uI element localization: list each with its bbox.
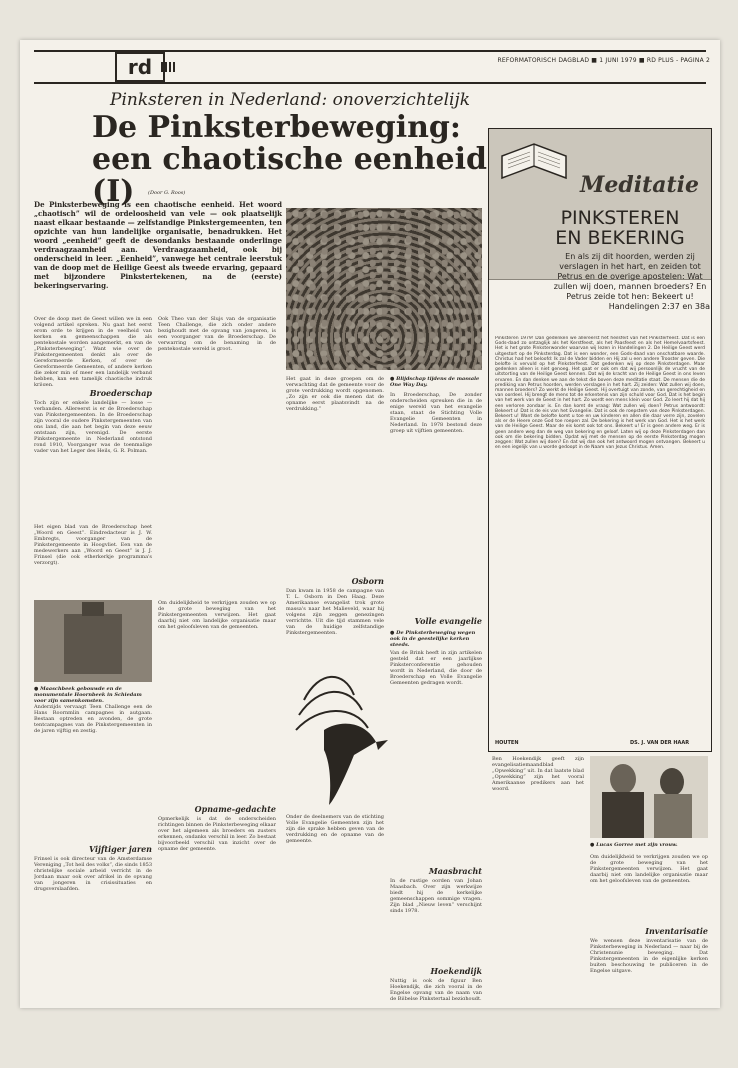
couple-photo [590,756,708,838]
body-text: In Broederschap, De zonder onderscheiden spreuken die in de enige wereld van het evangelie staan, staat de Stichting Volle Evangelie Gemeenten in Nederland. In 1978 bestond deze groep uit vijftien gemeenten. [390,392,482,434]
newspaper-page [20,40,720,1008]
meditatie-author: DS. J. VAN DER HAAR [630,740,690,746]
subhead-inventarisatie: Inventarisatie [645,926,708,936]
body-text: Het gaat in deze groepen om de verwachting dat de gemeente voor de grote verdrukking wordt opgenomen. „Zo zijn er ook die menen dat de opname eerst plaatsvindt na de verdrukking.” [286,376,384,412]
subhead-broederschap: Broederschap [89,388,152,398]
meditatie-title-line-2: EN BEKERING [555,227,685,249]
headline-line-2: een chaotische eenheid (I) [92,142,487,209]
wing-stroke-1 [304,677,354,700]
body-text: Onder de deelnemers van de stichting Volle Evangelie Gemeenten zijn het zijn die sprake hebben geven van de verdrukking en de opname van de gemeente. [286,814,384,844]
woman-body [654,794,692,838]
man-body [602,792,644,838]
building-roof [82,602,104,616]
page-line: REFORMATORISCH DAGBLAD ■ 1 JUNI 1979 ■ RD PLUS - PAGINA 2 [497,57,710,64]
body-text: Over de doop met de Geest willen we in een volgend artikel spreken. Nu gaat het eerst erom orde te krijgen in de veelheid van kerken en gemeenschappen die als pentekostale worden aangemerkt, en van de „Pinksterbeweging”. Want wie over de Pinkstergemeenten denkt als over de Gereformeerde Kerken, of over de Gereformeerde Gemeenten, of andere kerken die zeker min of meer een landelijk verband hebben, kan een tamelijk chaotische indruk krijgen. [34,316,152,386]
subhead-vijftiger: Vijftiger jaren [88,844,152,854]
byline: (Door G. Roos) [148,190,186,196]
lede-paragraph: De Pinksterbeweging is een chaotische eenheid. Het woord „chaotisch” wil de ordeloosheid van vele — ook plaatselijk naast elkaar bestaande — zelfstandige Pinkstergemeenten, ten opzichte van hun landelijke organisatie, benadrukken. Het woord „eenheid” geeft de desondanks bestaande onderlinge verdraagzaamheid aan. Verdraagzaamheid, ook bij onderscheid in leer. „Eenheid”, vanwege het centrale leerstuk van de doop met de Heilige Geest als tweede ervaring, gepaard met bijzondere Pinkstertekenen, na de (eerste) bekeringservaring. [34,200,282,290]
body-text: We wensen deze inventarisatie van de Pinksterbeweging in Nederland — naar bij de Christenunie beweging. Dat Pinkstergemeenten in de eigenlijke kerken buiten beschouwing te publiceren in de Engelse uitgave. [590,938,708,974]
article-kicker: Pinksteren in Nederland: onoverzichtelijk [110,90,471,110]
body-text: Om duidelijkheid te verkrijgen zouden we op de grote beweging van het Pinkstergemeenten verwijzen. Het gaat daarbij niet om landelijke organisatie maar om het geloofsleven van de gemeenten. [158,600,276,630]
crowd-photo [286,208,482,370]
body-text: Van de Brink heeft in zijn artikelen gesteld dat er een jaarlijkse Pinksterconferentie gehouden wordt in Nederland, die door de Broederschap en Volle Evangelie Gemeenten gedragen wordt. [390,650,482,686]
body-text: Dan kwam in 1958 de campagne van T. L. Osborn in Den Haag. Deze Amerikaanse evangelist trok grote massa's naar het Malieveld, waar hij volgens zijn zeggen genezingen verrichtte. Uit die tijd stammen vele van de huidige zelfstandige Pinkstergemeenten. [286,588,384,636]
headline-line-1: De Pinksterbeweging: [92,110,461,145]
dove-body [324,724,376,805]
subhead-hoekendijk: Hoekendijk [430,966,482,976]
body-text: Nuttig is ook de figuur Ben Hoekendijk, die zich vooral in de Engelse opvang van de naam van de Bijbelse Pinkstertaal bezighoudt. [390,978,482,1000]
logo-stripes [161,62,175,72]
woman-head [660,768,684,796]
meditatie-scripture: En als zij dit hoorden, werden zij verslagen in het hart, en zeiden tot Petrus en de overige apostelen: Wat zullen wij doen, mannen broeders? En Petrus zeide tot hen: Bekeert u! [553,252,707,301]
rd-logo: rd [115,52,165,82]
meditatie-title-line-1: PINKSTEREN [560,207,680,229]
meditatie-reference: Handelingen 2:37 en 38a [608,302,710,311]
dove-illustration [284,660,394,810]
body-text: Ook Theo van der Slujs van de organisatie Teen Challenge, die zich onder andere bezighoudt met de opvang van jongeren, is een voorganger van de Broederschap. De verwarring om de benaming in de pentekostale wereld is groot. [158,316,276,352]
subhead-osborn: Osborn [351,576,384,586]
meditatie-place: HOUTEN [495,740,519,746]
dove-beak [376,740,388,750]
building-shape [64,614,122,674]
subhead-opname: Opname-gedachte [194,804,276,814]
meditatie-frame [488,128,712,752]
body-text: Om duidelijkheid te verkrijgen zouden we op de grote beweging van het Pinkstergemeenten verwijzen. Het gaat daarbij niet om landelijke organisatie maar om het geloofsleven van de gemeenten. [590,854,708,884]
photo-caption: ● Maaschbeek gebouwde en de monumentale Hoornbeek in Schiedam voor zijn samenkomsten. [34,686,142,704]
body-text: Ben Hoekendijk geeft zijn evangelisatiemaandblad „Opwekking” uit. In dat laatste blad „Opwekking” zijn het vooral Amerikaanse predikers aan het woord. [492,756,584,792]
meditatie-label: Meditatie [580,172,700,198]
man-head [610,764,636,794]
body-text: In de rustige oorden van Johan Maasbach. Over zijn werkwijze biedt hij de kerkelijke gemeenschappen sommige vragen. Zijn blad „Nieuw leven” verschijnt sinds 1978. [390,878,482,914]
body-text: Opmerkelijk is dat de onderscheiden richtingen binnen de Pinksterbeweging elkaar over het algemeen als broeders en zusters erkennen, ondanks verschil in leer. Zo bestaat bijvoorbeeld verschil van inzicht over de opname der gemeente. [158,816,276,852]
couple-caption: ● Lucas Gorree met zijn vrouw. [590,842,678,848]
meditatie-body: Pinksteren 1979! Dan gedenken we allereerst het heilsfeit van het Pinksterfeest. Dat is een Gods-daad zo ontzaglijk als het Kerstfeest, als het Paasfeest en als het Hemelvaartsfeest. Het is het grote Pinksterwonder waarvan wij lezen in Handelingen 2. De Heilige Geest werd uitgestort op de Pinksterdag. Dat is een wonder, een Gods-daad van onschatbare waarde. Christus had het beloofd: Ik zal de Vader bidden en Hij zal u een andere Trooster geven. Die belofte is vervuld op het Pinksterfeest. Dat gedenken wij op deze Pinksterdagen. Maar gedenken alleen is niet genoeg. Het gaat er ook om dat wij persoonlijk de vrucht van de uitstorting van de Heilige Geest kennen. Dat wij de kracht van de Heilige Geest in ons leven ervaren. En dan denken we aan de tekst die boven deze meditatie staat. De mensen die de prediking van Petrus hoorden, werden verslagen in het hart. Zij zeiden: Wat zullen wij doen, mannen broeders? Zo werkt de Heilige Geest. Hij overtuigt van zonde, van gerechtigheid en van oordeel. Hij brengt de mens tot de erkentenis van zijn schuld voor God. Dat is het begin van het werk van de Geest in het hart. Zo wordt een mens klein voor God. Zo leert hij dat hij een verloren zondaar is. En dan komt de vraag: Wat zullen wij doen? Petrus antwoordt: Bekeert u! Dat is de eis van het Evangelie. Dat is ook de roepstem van deze Pinksterdagen. Bekeert u! Want de belofte komt u toe en uw kinderen en allen die daar verre zijn, zovelen als er de Heere onze God toe roepen zal. De bekering is het werk van God. Het is het werk van de Heilige Geest. Maar de eis komt ook tot ons. Bekeert u! Er is geen andere weg. Er is geen andere weg dan de weg van bekering en geloof. Laten wij op deze Pinksterdagen dan ook om die bekering bidden. Opdat wij met de mensen op de eerste Pinksterdag mogen zeggen: Wat zullen wij doen? En dat wij dan ook het antwoord mogen ontvangen. Bekeert u en een iegelijk van u worde gedoopt in de Naam van Jezus Christus. Amen. [495,336,705,451]
body-text: Het eigen blad van de Broederschap heet „Woord en Geest”. Eindredacteur is J. W. Embregts, voorganger van de Pinkstergemeente in Hoogvliet. Een van de medewerkers aan „Woord en Geest” is J. J. Frinsel (die ook etherkerkje programma's verzorgt). [34,524,152,566]
church-photo [34,600,152,682]
subhead-maasbracht: Maasbracht [428,866,482,876]
masthead-rule-bottom [34,82,706,84]
body-text: Anderzijds vervaagt Teen Challenge een de Hans Roornmlin campagnes in autgaan. Bestaan optreden en avonden, de grote tentcampagnes van de Pinkstergemeenten in de jaren vijftig en zestig. [34,704,152,734]
subhead-volle: Volle evangelie [414,616,482,626]
body-text: Frinsel is ook directeur van de Amsterdamse Vereniging „Tot heil des volks”, die sinds 1853 christelijke sociale arbeid verricht in de Jordaan maar ook over afrikel in de opvang van jongeren in crisissituaties en drugsverslaafden. [34,856,152,892]
body-text: Toch zijn er enkele landelijke — losse — verbanden. Allereerst is er de Broederschap van Pinkstergemeenten. In de Broederschap zijn vooral de oudere Pinkstergemeenten van ons land, die aan het begin van deze eeuw ontstaan zijn, verenigd. De eerste Pinkstergemeente in Nederland ontstond rond 1910, Voorganger was de toenmalige vader van het Leger des Heils, G. R. Polman. [34,400,152,454]
crowd-photo-caption: ● Blijdschap tijdens de massale One Way Day. [390,376,480,388]
dove-caption: ● De Pinksterbeweging wegen ook in de geestelijke kerken steeds. [390,630,476,648]
